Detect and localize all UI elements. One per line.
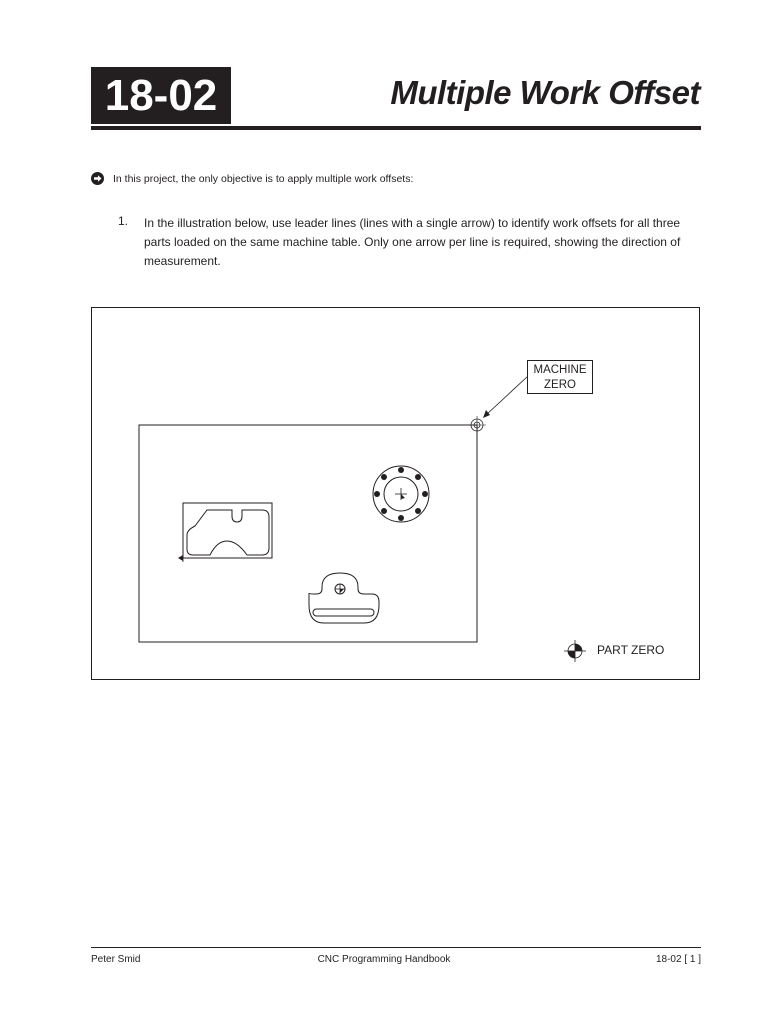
footer-page-number: 18-02 [ 1 ]	[655, 954, 701, 965]
machine-zero-leader-arrow	[483, 410, 490, 418]
page-title: Multiple Work Offset	[390, 74, 700, 111]
machine-table	[139, 425, 477, 642]
part-2-flange	[373, 466, 429, 522]
machine-zero-label	[527, 360, 593, 394]
machine-zero-label-line1: MACHINE	[533, 364, 587, 376]
footer-divider	[91, 947, 701, 948]
machine-table-illustration	[91, 307, 700, 680]
machine-zero-leader	[486, 376, 528, 415]
machine-zero-symbol	[468, 416, 486, 434]
intro-bullet	[91, 172, 413, 185]
step-item	[118, 214, 698, 271]
machine-zero-label-line2: ZERO	[544, 379, 576, 391]
part-zero-label: PART ZERO	[597, 643, 665, 657]
footer-book-title: CNC Programming Handbook	[317, 954, 451, 965]
part-3-slotted-bracket	[309, 573, 379, 623]
part-1-plate	[178, 503, 272, 562]
intro-text: In this project, the only objective is to apply multiple work offsets:	[113, 172, 414, 185]
title-divider	[91, 126, 701, 130]
step-text: In the illustration below, use leader lines (lines with a single arrow) to identify work offsets for all three parts loaded on the same machine table. Only one arrow per line is required, showing the direction of measurement.	[144, 216, 681, 268]
chapter-number-badge: 18-02	[91, 67, 231, 124]
part-zero-symbol	[564, 640, 586, 662]
arrow-bullet-icon	[91, 172, 104, 185]
illustration-drawing	[92, 308, 699, 679]
step-number: 1.	[118, 214, 129, 228]
footer-author: Peter Smid	[91, 954, 141, 965]
